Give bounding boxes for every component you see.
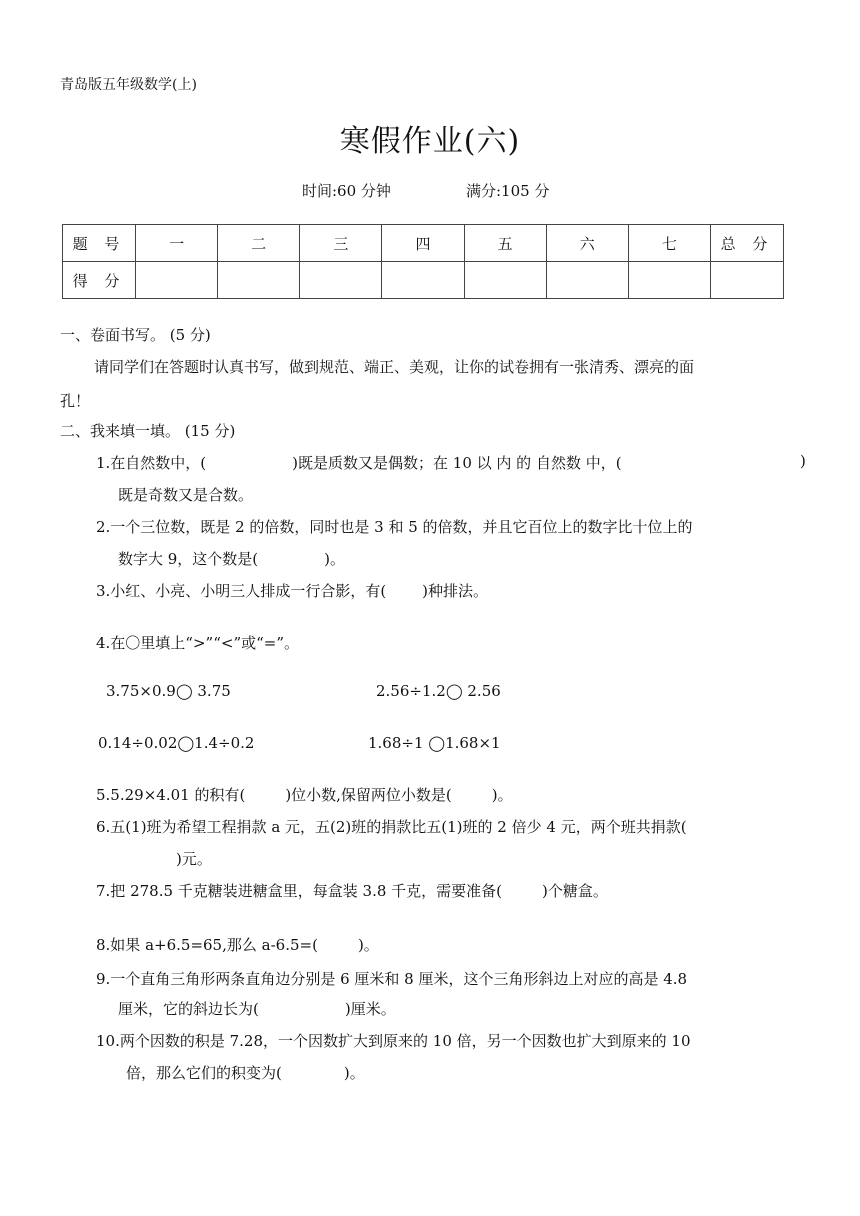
section2-heading: 二、我来填一填。 (15 分) (60, 422, 236, 440)
q5-part-b: )位小数,保留两位小数是( (285, 786, 452, 804)
time-limit: 时间:60 分钟 (302, 182, 391, 200)
question-8 (96, 934, 379, 955)
full-score: 满分:105 分 (466, 182, 550, 200)
q8-part-b: )。 (357, 936, 379, 954)
total-header: 总 分 (711, 225, 784, 262)
column-header: 四 (382, 225, 464, 262)
question-2-line1: 2.一个三位数，既是 2 的倍数，同时也是 3 和 5 的倍数，并且它百位上的数字比十位上的 (96, 518, 693, 536)
column-header: 六 (546, 225, 628, 262)
column-header: 二 (218, 225, 300, 262)
score-table (62, 224, 784, 299)
compare-item-3[interactable]: 0.14÷0.02◯1.4÷0.2 (98, 734, 255, 752)
q2-part-b: 数字大 9，这个数是( (118, 550, 259, 568)
score-cell[interactable] (300, 262, 382, 299)
compare-item-2[interactable]: 2.56÷1.2◯ 2.56 (376, 682, 501, 700)
question-9-line1: 9.一个直角三角形两条直角边分别是 6 厘米和 8 厘米，这个三角形斜边上对应的高是 4.8 (96, 970, 688, 988)
score-cell[interactable] (382, 262, 464, 299)
question-1 (96, 452, 622, 473)
question-4: 4.在〇里填上“>”“<”或“=”。 (96, 634, 300, 652)
score-cell[interactable] (628, 262, 710, 299)
q10-part-c: )。 (343, 1064, 365, 1082)
score-row-header: 得 分 (63, 262, 136, 299)
q1-part-a: 1.在自然数中，( (96, 454, 207, 472)
q9-part-c: )厘米。 (344, 1000, 396, 1018)
q9-part-b: 厘米，它的斜边长为( (118, 1000, 259, 1018)
score-cell[interactable] (464, 262, 546, 299)
column-header: 七 (628, 225, 710, 262)
question-10-line2 (126, 1062, 365, 1083)
question-number-header: 题 号 (63, 225, 136, 262)
column-header: 三 (300, 225, 382, 262)
question-6-line2: )元。 (176, 850, 212, 868)
score-cell[interactable] (546, 262, 628, 299)
book-subtitle: 青岛版五年级数学(上) (60, 77, 197, 93)
q1-part-c: ) (800, 452, 806, 470)
score-cell[interactable] (218, 262, 300, 299)
section1-text-line1: 请同学们在答题时认真书写，做到规范、端正、美观，让你的试卷拥有一张清秀、漂亮的面 (94, 358, 695, 376)
question-10-line1: 10.两个因数的积是 7.28，一个因数扩大到原来的 10 倍，另一个因数也扩大到原来的 10 (96, 1032, 691, 1050)
q10-part-b: 倍，那么它们的积变为( (126, 1064, 282, 1082)
score-cell[interactable] (136, 262, 218, 299)
question-2-line2 (118, 548, 345, 569)
page-title: 寒假作业(六) (339, 124, 521, 159)
q7-part-a: 7.把 278.5 千克糖装进糖盒里，每盒装 3.8 千克，需要准备( (96, 882, 503, 900)
q7-part-b: )个糖盒。 (542, 882, 608, 900)
question-9-line2 (118, 998, 396, 1019)
table-row (63, 225, 784, 262)
question-3 (96, 580, 488, 601)
section1-heading: 一、卷面书写。 (5 分) (60, 326, 211, 344)
question-5 (96, 784, 513, 805)
score-cell[interactable] (711, 262, 784, 299)
question-6-line1: 6.五(1)班为希望工程捐款 a 元，五(2)班的捐款比五(1)班的 2 倍少 4 元，两个班共捐款( (96, 818, 687, 836)
compare-item-1[interactable]: 3.75×0.9◯ 3.75 (106, 682, 231, 700)
q5-part-a: 5.5.29×4.01 的积有( (96, 786, 246, 804)
compare-item-4[interactable]: 1.68÷1 ◯1.68×1 (368, 734, 501, 752)
q5-part-c: )。 (491, 786, 513, 804)
section1-text-line2: 孔！ (60, 392, 91, 410)
q3-part-b: )种排法。 (422, 582, 489, 600)
q1-part-d: 既是奇数又是合数。 (118, 486, 254, 504)
question-7 (96, 880, 608, 901)
q2-part-c: )。 (324, 550, 346, 568)
column-header: 一 (136, 225, 218, 262)
q3-part-a: 3.小红、小亮、小明三人排成一行合影，有( (96, 582, 387, 600)
q8-part-a: 8.如果 a+6.5=65,那么 a-6.5=( (96, 936, 318, 954)
column-header: 五 (464, 225, 546, 262)
table-row (63, 262, 784, 299)
q1-part-b: )既是质数又是偶数；在 10 以 内 的 自然数 中，( (292, 454, 622, 472)
answer-blank[interactable] (120, 848, 176, 868)
